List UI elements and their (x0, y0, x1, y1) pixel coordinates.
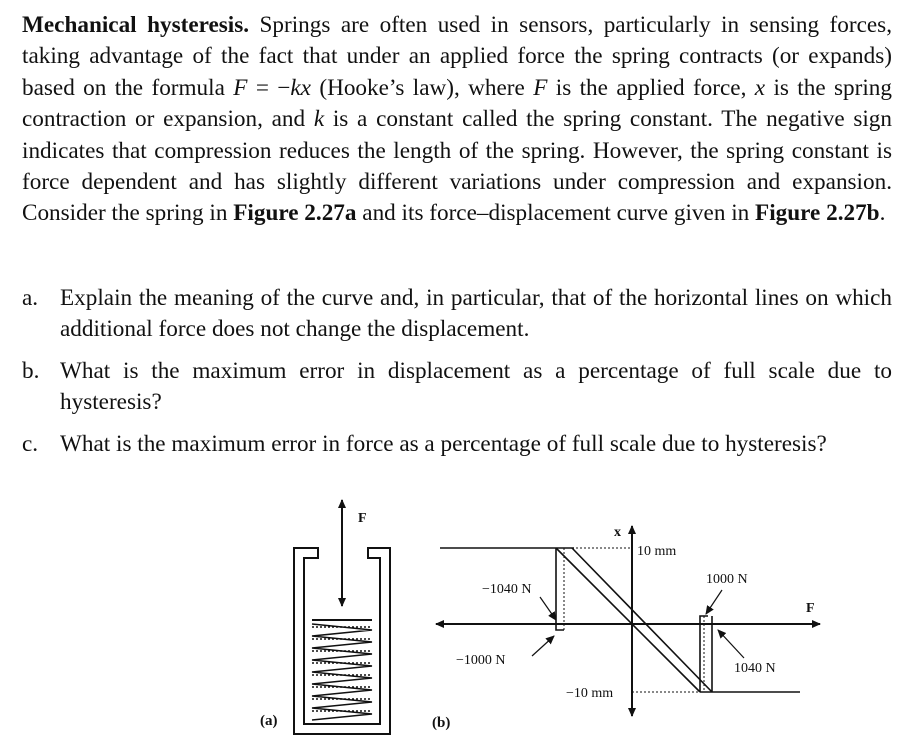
paragraph-intro: Springs are often used in sensors, particularly in sensing forces, taking advantage of the fact that under an applied force the spring contracts (or expands) based on the formula (22, 12, 892, 101)
formula-force-var: F (233, 74, 248, 101)
question-c-text: What is the maximum error in force as a percentage of full scale due to hysteresis? (60, 431, 827, 457)
disp-axis-label: x (614, 525, 621, 540)
force-axis-label: F (806, 601, 815, 616)
leader-pos-1000 (706, 590, 722, 614)
leader-neg-1040 (540, 597, 556, 620)
paragraph-after-constant: is a constant called the spring constant. The negative sign indicates that compression reduces the length of the spring. However, the spring constant is force dependent and has slightly different variations under compression and expansion. Consider the spring in (22, 106, 892, 227)
panel-b-label: (b) (432, 715, 451, 731)
top-displacement-label: 10 mm (637, 544, 677, 559)
formula-kx: kx (290, 74, 311, 101)
label-pos-1040: 1040 N (734, 661, 776, 676)
loop-diagonal-1 (556, 548, 700, 692)
paragraph-after-force: is the applied force, (547, 74, 755, 101)
paragraph-after-formula: (Hooke’s law), where (310, 74, 534, 101)
var-force: F (533, 74, 548, 101)
force-label: F (358, 511, 367, 526)
bottom-displacement-label: −10 mm (566, 686, 614, 701)
panel-b-curve (432, 525, 820, 731)
leader-pos-1040 (718, 630, 744, 658)
loop-diagonal-2 (572, 548, 712, 692)
question-c-marker: c. (22, 431, 39, 457)
paragraph-end: . (879, 200, 886, 227)
paragraph-middle: and its force–displacement curve given in (356, 200, 756, 227)
question-b-text: What is the maximum error in displacement as a percentage of full scale due to hysteresis? (60, 358, 892, 416)
panel-a-spring (260, 500, 390, 734)
panel-a-label: (a) (260, 713, 278, 729)
problem-title: Mechanical hysteresis. (22, 12, 250, 38)
label-pos-1000: 1000 N (706, 572, 748, 587)
paragraph-after-displacement: is the spring contraction or expansion, and (22, 74, 892, 133)
loop-left-vertical (556, 548, 564, 630)
var-spring-constant: k (313, 106, 325, 133)
var-displacement: x (754, 74, 766, 101)
question-a-marker: a. (22, 285, 39, 311)
figure-a-reference: Figure 2.27a (233, 200, 357, 227)
question-b-marker: b. (22, 358, 40, 384)
formula-equals: = − (247, 74, 291, 101)
leader-neg-1000 (532, 636, 554, 656)
question-a-text: Explain the meaning of the curve and, in particular, that of the horizontal lines on which additional force does not change the displacement. (60, 285, 892, 343)
spring-coils (312, 624, 372, 720)
label-neg-1040: −1040 N (482, 582, 532, 597)
label-neg-1000: −1000 N (456, 653, 506, 668)
figure-b-reference: Figure 2.27b (755, 200, 880, 227)
